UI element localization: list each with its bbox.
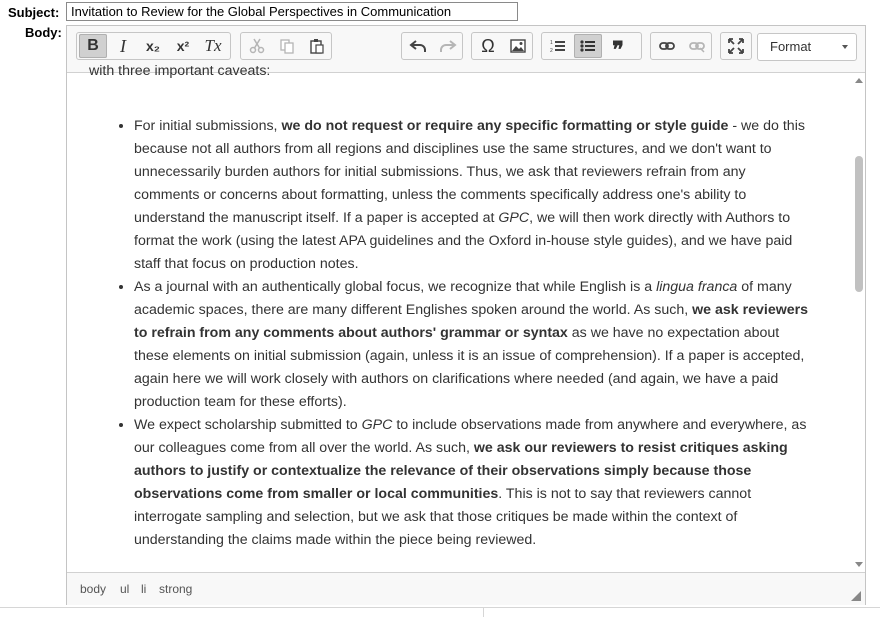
special-character-button[interactable]: Ω xyxy=(481,35,495,56)
scissors-icon xyxy=(249,38,265,54)
maximize-button[interactable] xyxy=(722,34,750,58)
redo-button[interactable] xyxy=(434,34,462,58)
svg-text:2: 2 xyxy=(550,48,553,54)
path-body[interactable]: body xyxy=(80,582,107,596)
numbered-list-button[interactable] xyxy=(544,34,572,58)
vertical-scrollbar[interactable] xyxy=(853,73,865,572)
element-path-bar xyxy=(67,572,865,605)
unlink-icon xyxy=(689,40,705,52)
format-dropdown-label: Format xyxy=(770,39,812,54)
insert-group xyxy=(471,32,533,60)
format-dropdown[interactable] xyxy=(757,33,857,61)
scroll-up-arrow-icon[interactable] xyxy=(855,78,863,83)
maximize-icon xyxy=(728,38,744,54)
list-item: • For initial submissions, we do not request or require any specific formatting or style guide - we do this because not all authors from all regions and disciplines use the same structures, and we don't want to unnecessarily burden authors for initial submissions. Thus, we ask that reviewers refrain from any comments or concerns about formatting, unless the comments specifically address one's ability to understand the manuscript itself. If a paper is accepted at GPC, we will then work directly with Authors to format the work (using the latest APA guidelines and the Oxford in-house style guides), and we have paid staff that focus on production notes. xyxy=(134,115,811,276)
italic-button[interactable]: I xyxy=(120,35,126,56)
scroll-down-arrow-icon[interactable] xyxy=(855,562,863,567)
subject-input[interactable] xyxy=(66,2,518,21)
remove-format-button[interactable]: Tx xyxy=(204,36,222,55)
history-group xyxy=(401,32,463,60)
numbered-list-icon xyxy=(550,39,566,53)
bulleted-list-icon xyxy=(580,39,596,53)
blockquote-button[interactable]: ❞ xyxy=(612,36,624,62)
paste-button[interactable] xyxy=(303,34,331,58)
path-li[interactable]: li xyxy=(141,582,147,596)
intro-paragraph: with three important caveats: xyxy=(89,63,271,79)
links-group xyxy=(650,32,712,60)
path-ul[interactable]: ul xyxy=(120,582,130,596)
subscript-button[interactable]: x₂ xyxy=(145,38,160,54)
bulleted-list-button[interactable] xyxy=(574,34,602,58)
unlink-button[interactable] xyxy=(683,34,711,58)
subject-label: Subject: xyxy=(8,5,60,20)
chevron-down-icon xyxy=(842,45,848,49)
link-icon xyxy=(659,41,675,51)
undo-icon xyxy=(410,39,426,53)
divider xyxy=(483,607,484,617)
resize-grip-icon[interactable] xyxy=(851,591,861,601)
insert-image-button[interactable] xyxy=(504,34,532,58)
caveats-list xyxy=(89,115,811,552)
svg-text:1: 1 xyxy=(550,40,553,46)
cut-button[interactable] xyxy=(243,34,271,58)
basic-styles-group xyxy=(76,32,231,60)
bold-button[interactable]: B xyxy=(79,34,107,58)
path-strong[interactable]: strong xyxy=(159,582,193,596)
scrollbar-thumb[interactable] xyxy=(855,156,863,292)
editor-content[interactable] xyxy=(67,63,853,572)
copy-icon xyxy=(279,38,295,54)
body-label: Body: xyxy=(25,25,62,40)
maximize-group xyxy=(720,32,752,60)
list-item: • We expect scholarship submitted to GPC to include observations made from anywhere and everywhere, as our colleagues come from all over the world. As such, we ask our reviewers to resist critiques asking authors to justify or contextualize the relevance of their observations simply because those observations come from smaller or local communities. This is not to say that reviewers cannot interrogate sampling and selection, but we ask that those critiques be made within the context of understanding the claims made within the piece being reviewed. xyxy=(134,414,811,552)
rich-text-editor xyxy=(66,25,866,605)
copy-button[interactable] xyxy=(273,34,301,58)
image-icon xyxy=(510,39,526,53)
clipboard-icon xyxy=(309,38,325,54)
lists-group xyxy=(541,32,642,60)
divider xyxy=(0,607,880,608)
superscript-button[interactable]: x² xyxy=(176,38,190,54)
list-item: • As a journal with an authentically global focus, we recognize that while English is a lingua franca of many academic spaces, there are many different Englishes spoken around the world. As such, we ask reviewers to refrain from any comments about authors' grammar or syntax as we have no expectation about these elements on initial submission (again, unless it is an issue of comprehension). If a paper is accepted, again here we will work closely with authors on clarifications where needed (and again, we have a paid production team for these efforts). xyxy=(134,276,811,414)
clipboard-group xyxy=(240,32,332,60)
undo-button[interactable] xyxy=(404,34,432,58)
link-button[interactable] xyxy=(653,34,681,58)
redo-icon xyxy=(440,39,456,53)
